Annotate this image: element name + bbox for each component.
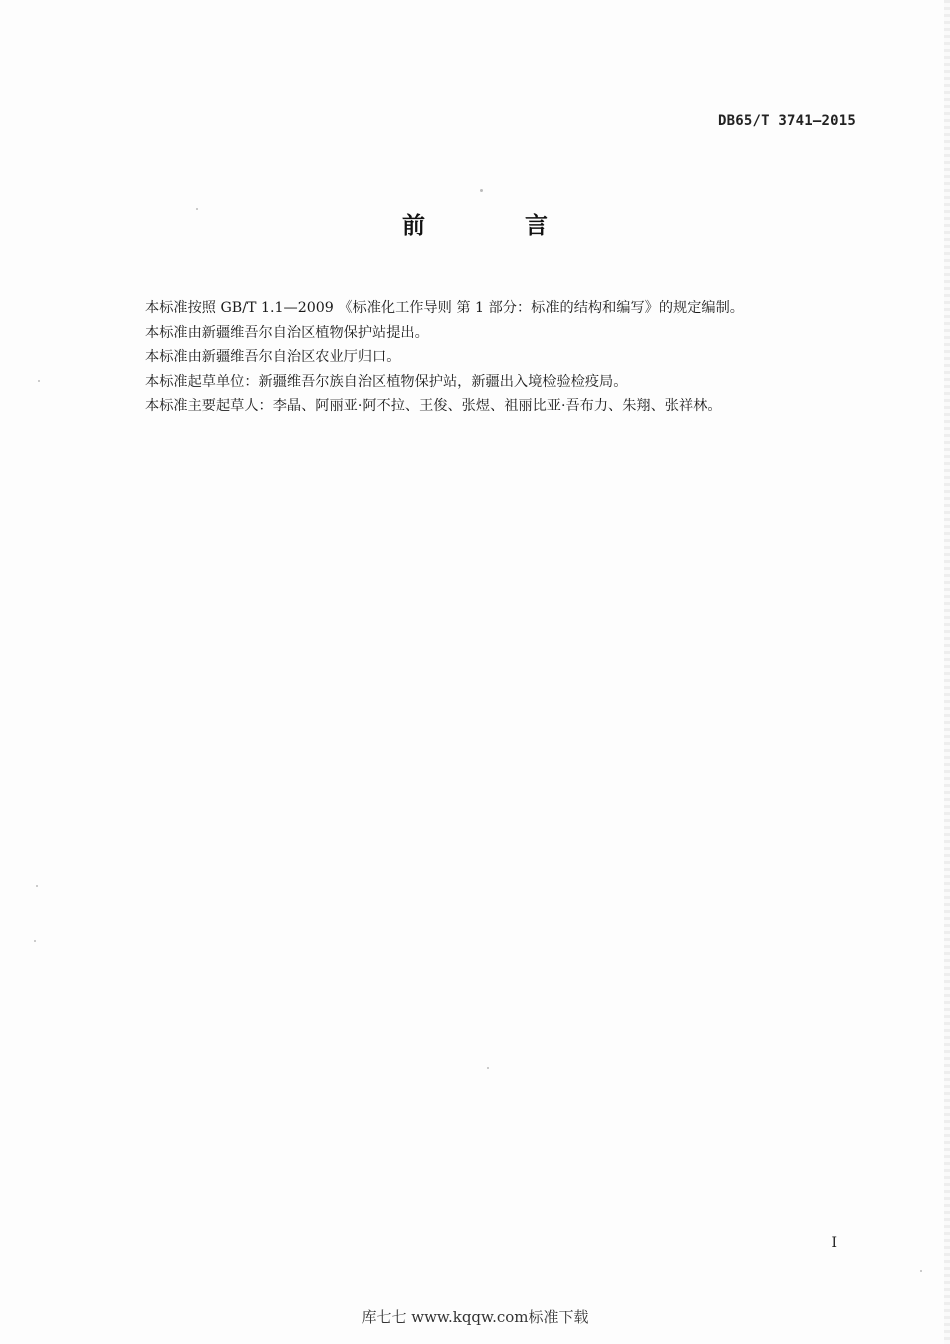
scan-edge-artifact bbox=[944, 0, 950, 1344]
scan-speck bbox=[34, 940, 36, 942]
foreword-body bbox=[145, 296, 865, 419]
section-title: 前 言 bbox=[401, 213, 594, 239]
paragraph-proposed-by: 本标准由新疆维吾尔自治区植物保护站提出。 bbox=[145, 324, 429, 341]
scan-speck bbox=[920, 1270, 922, 1272]
paragraph-drafting-rules: 本标准按照 GB/T 1.1—2009 《标准化工作导则 第 1 部分：标准的结构和编写》的规定编制。 bbox=[145, 300, 744, 316]
scan-speck bbox=[480, 189, 483, 192]
scan-speck bbox=[36, 885, 38, 887]
scan-speck bbox=[487, 1067, 489, 1069]
paragraph-centralized-by: 本标准由新疆维吾尔自治区农业厅归口。 bbox=[145, 349, 401, 365]
scan-speck bbox=[38, 380, 40, 382]
paragraph-drafters: 本标准主要起草人：李晶、阿丽亚·阿不拉、王俊、张煜、祖丽比亚·吾布力、朱翔、张祥林。 bbox=[145, 398, 722, 414]
document-number: DB65/T 3741—2015 bbox=[717, 113, 856, 129]
page-number: I bbox=[831, 1235, 837, 1251]
scan-speck bbox=[196, 208, 198, 210]
paragraph-drafting-units: 本标准起草单位：新疆维吾尔族自治区植物保护站，新疆出入境检验检疫局。 bbox=[145, 373, 628, 390]
footer-watermark: 库七七 www.kqqw.com标准下载 bbox=[361, 1308, 589, 1326]
